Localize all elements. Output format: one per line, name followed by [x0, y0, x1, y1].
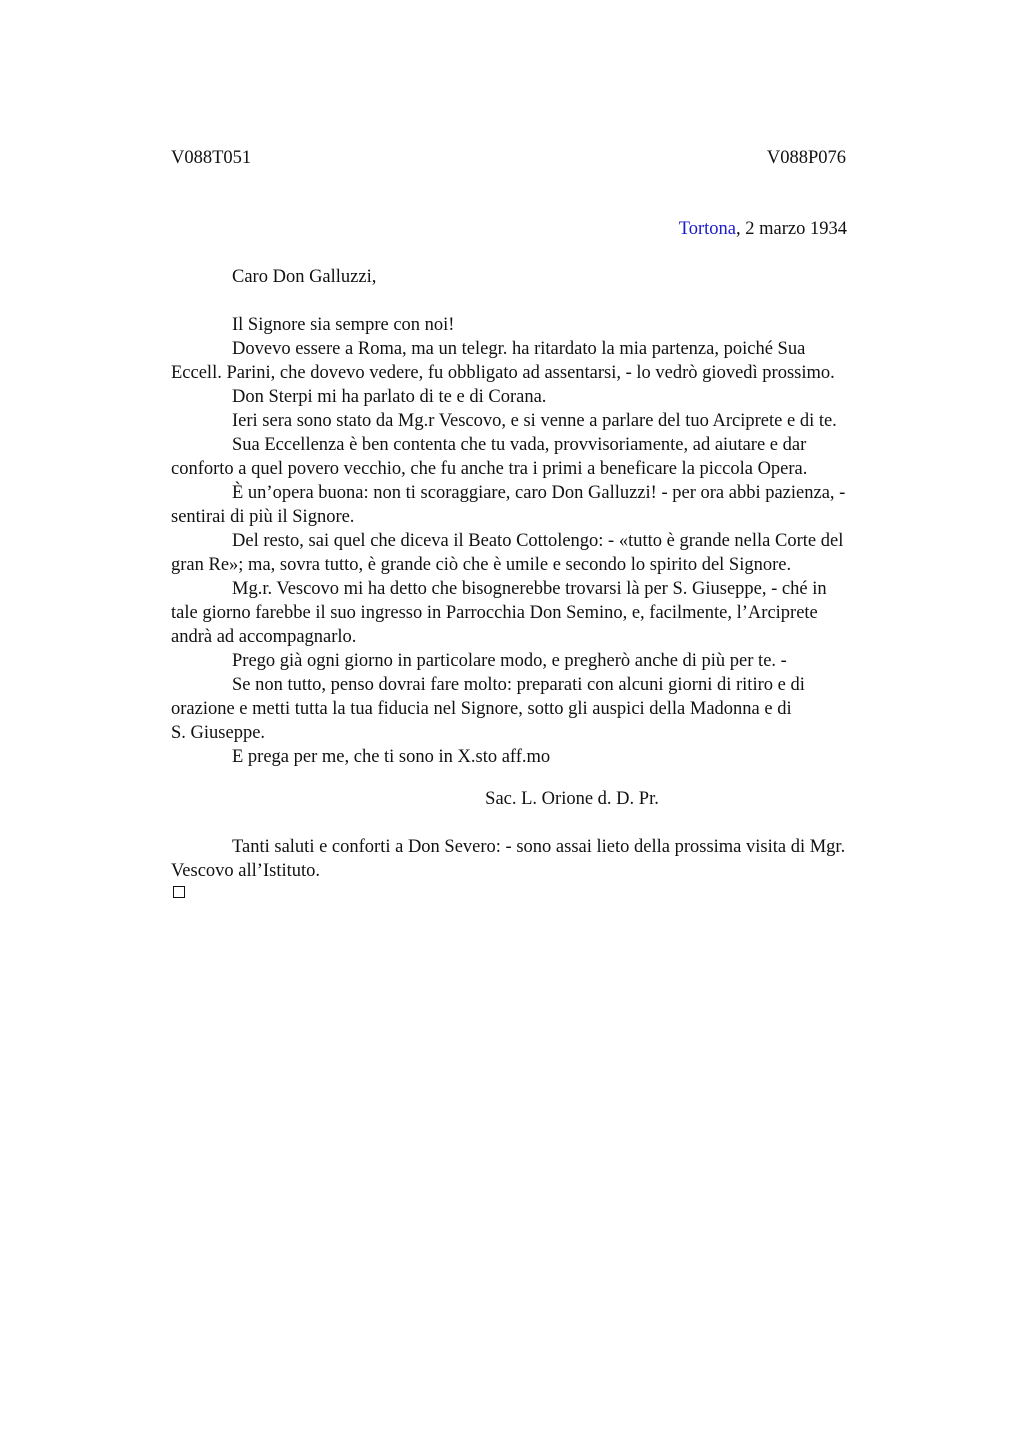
square-outline-icon — [173, 886, 185, 898]
text-line: Se non tutto, penso dovrai fare molto: preparati con alcuni giorni di ritiro e di — [232, 675, 805, 695]
date-text: , 2 marzo 1934 — [736, 219, 847, 239]
text-line: gran Re»; ma, sovra tutto, è grande ciò che è umile e secondo lo spirito del Signore. — [171, 555, 792, 575]
text-line: Ieri sera sono stato da Mg.r Vescovo, e si venne a parlare del tuo Arciprete e di te. — [232, 411, 837, 431]
text-line: S. Giuseppe. — [171, 723, 266, 743]
text-line: sentirai di più il Signore. — [171, 507, 355, 527]
document-codes — [171, 146, 846, 170]
text-line: Eccell. Parini, che dovevo vedere, fu obbligato ad assentarsi, - lo vedrò giovedì prossimo. — [171, 363, 835, 383]
signature: Sac. L. Orione d. D. Pr. — [485, 789, 659, 809]
text-line: Don Sterpi mi ha parlato di te e di Corana. — [232, 387, 547, 407]
text-line: Tanti saluti e conforti a Don Severo: - sono assai lieto della prossima visita di Mgr. — [232, 837, 846, 857]
text-line: Il Signore sia sempre con noi! — [232, 315, 455, 335]
text-line: Dovevo essere a Roma, ma un telegr. ha ritardato la mia partenza, poiché Sua — [232, 339, 806, 359]
right-code: V088P076 — [766, 148, 846, 168]
postscript — [171, 835, 931, 883]
text-line: Mg.r. Vescovo mi ha detto che bisognerebbe trovarsi là per S. Giuseppe, - ché in — [232, 579, 827, 599]
text-line: Prego già ogni giorno in particolare modo, e pregherò anche di più per te. - — [232, 651, 787, 671]
text-line: orazione e metti tutta la tua fiducia nel Signore, sotto gli auspici della Madonna e di — [171, 699, 792, 719]
text-line: E prega per me, che ti sono in X.sto aff.mo — [232, 747, 551, 767]
text-line: andrà ad accompagnarlo. — [171, 627, 357, 647]
text-line: conforto a quel povero vecchio, che fu anche tra i primi a beneficare la piccola Opera. — [171, 459, 808, 479]
text-line: tale giorno farebbe il suo ingresso in Parrocchia Don Semino, e, facilmente, l’Arciprete — [171, 603, 818, 623]
letter-body — [171, 313, 931, 769]
salutation: Caro Don Galluzzi, — [232, 267, 377, 287]
dateline — [560, 217, 847, 241]
text-line: Del resto, sai quel che diceva il Beato Cottolengo: - «tutto è grande nella Corte del — [232, 531, 844, 551]
text-line: È un’opera buona: non ti scoraggiare, caro Don Galluzzi! - per ora abbi pazienza, - — [232, 483, 846, 503]
left-code: V088T051 — [171, 148, 252, 168]
text-line: Sua Eccellenza è ben contenta che tu vada, provvisoriamente, ad aiutare e dar — [232, 435, 807, 455]
text-line: Vescovo all’Istituto. — [171, 861, 321, 881]
city-name: Tortona — [678, 219, 737, 239]
